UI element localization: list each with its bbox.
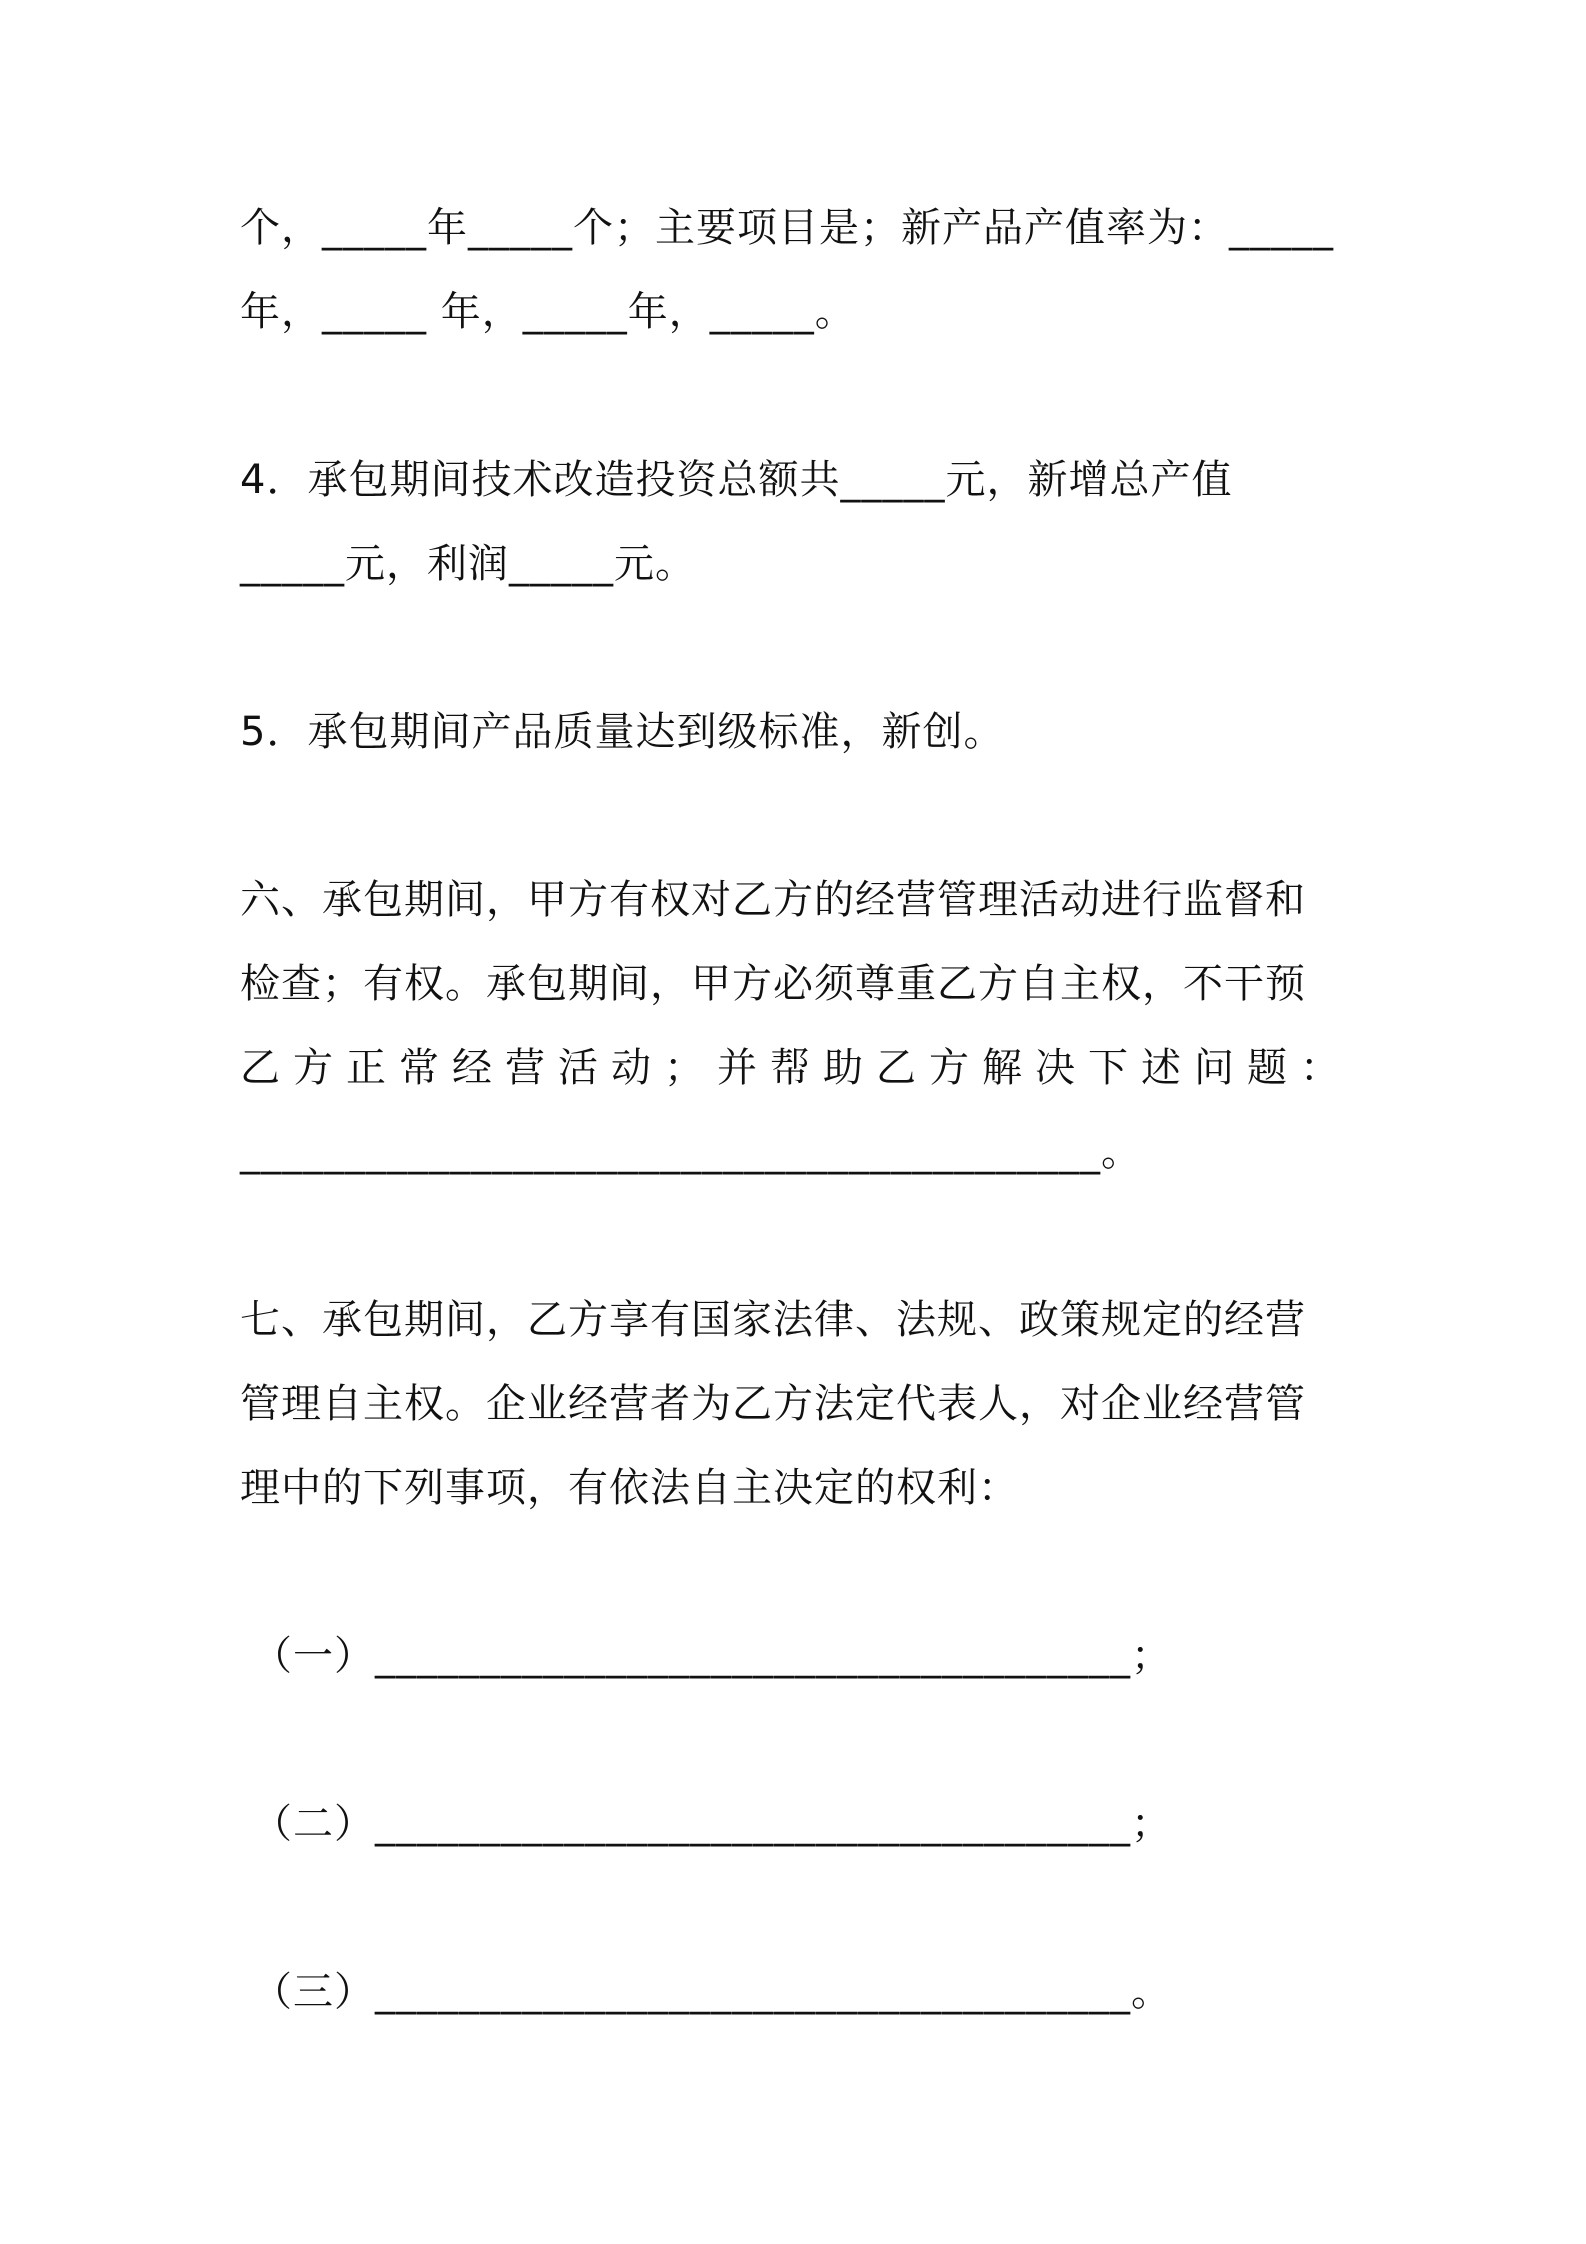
text-line: 4．承包期间技术改造投资总额共_____元，新增总产值: [240, 457, 1233, 503]
text-line: 检查；有权。承包期间，甲方必须尊重乙方自主权，不干预: [240, 961, 1306, 1007]
text-line: 个，_____年_____个；主要项目是；新产品产值率为：_____: [240, 205, 1334, 251]
text-line: 七、承包期间，乙方享有国家法律、法规、政策规定的经营: [240, 1297, 1306, 1343]
text-line: 六、承包期间，甲方有权对乙方的经营管理活动进行监督和: [240, 877, 1306, 923]
text-line: _________________________________________。: [240, 1129, 1142, 1175]
text-line: 乙方正常经营活动；并帮助乙方解决下述问题：: [240, 1045, 1353, 1091]
text-line: 年，_____ 年，_____年，_____。: [240, 289, 856, 335]
list-item: （一）____________________________________；: [252, 1633, 1172, 1679]
list-item: （二）____________________________________；: [252, 1801, 1172, 1847]
text-line: _____元，利润_____元。: [240, 541, 696, 587]
text-line: 管理自主权。企业经营者为乙方法定代表人，对企业经营管: [240, 1381, 1306, 1427]
text-line: 理中的下列事项，有依法自主决定的权利：: [240, 1465, 1019, 1511]
text-line: 5．承包期间产品质量达到级标准，新创。: [240, 709, 1005, 755]
list-item: （三）____________________________________。: [252, 1969, 1172, 2015]
